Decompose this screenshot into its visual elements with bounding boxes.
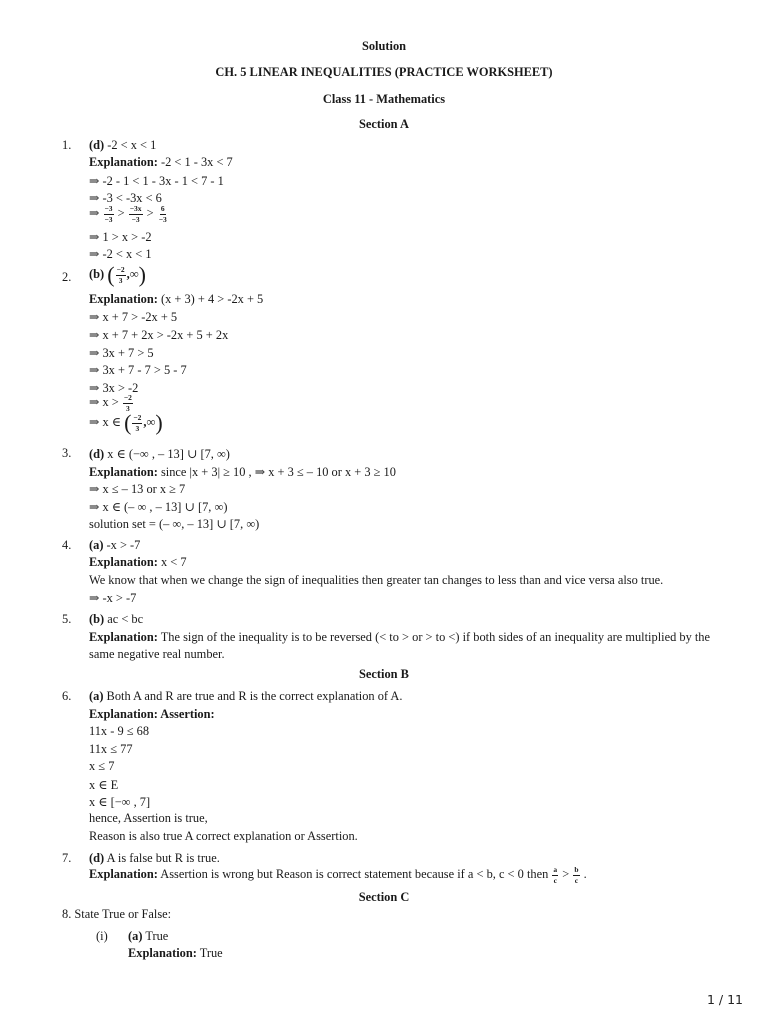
step-line: 11x - 9 ≤ 68 — [89, 724, 150, 738]
section-c-heading: Section C — [358, 890, 410, 904]
sub-question-number: (i) — [96, 929, 108, 943]
answer-line: (b) ( $\frac{-2}{3}$ ,∞) — [89, 262, 146, 287]
question-title: 8. State True or False: — [62, 907, 172, 921]
fraction-step-line: ⇒ x > $\frac{-2}{3}$ — [89, 393, 132, 413]
step-line: ⇒ 3x > -2 — [89, 381, 139, 395]
step-line: x ∈ E — [89, 778, 119, 792]
page-indicator: 1 / 11 — [706, 992, 743, 1007]
fraction-step-line: ⇒ x ∈ ( $\frac{-2}{3}$ ,∞) — [89, 410, 163, 435]
answer-line: (d) A is false but R is true. — [89, 851, 220, 865]
step-line: ⇒ 3x + 7 - 7 > 5 - 7 — [89, 363, 187, 377]
step-line: 11x ≤ 77 — [89, 742, 133, 756]
fraction: $\frac{a}{c}$ — [553, 865, 558, 885]
fraction: $\frac{-2}{3}$ — [133, 413, 142, 433]
question-number: 6. — [62, 689, 72, 703]
answer-line: (d) x ∈ (−∞ , – 13] ∪ [7, ∞) — [89, 447, 230, 461]
class-subtitle: Class 11 - Mathematics — [322, 92, 446, 106]
solution-heading: Solution — [361, 39, 407, 53]
step-line: same negative real number. — [89, 647, 225, 661]
question-number: 7. — [62, 851, 72, 865]
answer-line: (a) -x > -7 — [89, 538, 141, 552]
step-line: ⇒ x + 7 > -2x + 5 — [89, 310, 178, 324]
step-line: ⇒ 3x + 7 > 5 — [89, 346, 154, 360]
step-line: ⇒ -x > -7 — [89, 591, 137, 605]
explanation-line: Explanation: since |x + 3| ≥ 10 , ⇒ x + 3 ≤ – 10 or x + 3 ≥ 10 — [89, 465, 396, 479]
fraction: $\frac{b}{c}$ — [574, 865, 579, 885]
answer-line: (b) ac < bc — [89, 612, 144, 626]
step-line: ⇒ x ≤ – 13 or x ≥ 7 — [89, 482, 186, 496]
question-number: 2. — [62, 270, 72, 284]
step-line: x ∈ [−∞ , 7] — [89, 795, 151, 809]
worksheet-title: CH. 5 LINEAR INEQUALITIES (PRACTICE WORKSHEET) — [215, 65, 553, 79]
explanation-line: Explanation: -2 < 1 - 3x < 7 — [89, 155, 233, 169]
fraction: $\frac{-2}{3}$ — [116, 265, 125, 285]
step-line: ⇒ 1 > x > -2 — [89, 230, 152, 244]
question-number: 4. — [62, 538, 72, 552]
fraction: $\frac{-2}{3}$ — [123, 393, 132, 413]
explanation-line: Explanation: Assertion is wrong but Reason is correct statement because if a < b, c < 0 then $\frac{a}{c}$ > $\frac{b}{c}$ . — [89, 865, 587, 885]
step-line: x ≤ 7 — [89, 759, 115, 773]
fraction: $\frac{-3x}{-3}$ — [129, 204, 142, 224]
section-a-heading: Section A — [359, 117, 409, 131]
step-line: We know that when we change the sign of inequalities then greater tan changes to less than and vice versa also true. — [89, 573, 664, 587]
step-line: solution set = (– ∞, – 13] ∪ [7, ∞) — [89, 517, 260, 531]
fraction-step-line: ⇒ $\frac{-3}{-3}$ > $\frac{-3x}{-3}$ > $\frac{6}{-3}$ — [89, 204, 167, 224]
step-line: Reason is also true A correct explanation or Assertion. — [89, 829, 358, 843]
step-line: ⇒ x + 7 + 2x > -2x + 5 + 2x — [89, 328, 229, 342]
step-line: ⇒ -2 - 1 < 1 - 3x - 1 < 7 - 1 — [89, 174, 224, 188]
explanation-line: Explanation: (x + 3) + 4 > -2x + 5 — [89, 292, 264, 306]
question-number: 5. — [62, 612, 72, 626]
explanation-line: Explanation: x < 7 — [89, 555, 187, 569]
question-number: 3. — [62, 446, 72, 460]
step-line: hence, Assertion is true, — [89, 811, 208, 825]
step-line: ⇒ x ∈ (– ∞ , – 13] ∪ [7, ∞) — [89, 500, 228, 514]
step-line: ⇒ -3 < -3x < 6 — [89, 191, 162, 205]
answer-line: (a) Both A and R are true and R is the correct explanation of A. — [89, 689, 403, 703]
explanation-line: Explanation: True — [128, 946, 223, 960]
step-line: ⇒ -2 < x < 1 — [89, 247, 152, 261]
question-number: 1. — [62, 138, 72, 152]
fraction: $\frac{-3}{-3}$ — [104, 204, 113, 224]
explanation-line: Explanation: Assertion: — [89, 707, 215, 721]
answer-line: (a) True — [128, 929, 169, 943]
answer-line: (d) -2 < x < 1 — [89, 138, 157, 152]
explanation-line: Explanation: The sign of the inequality is to be reversed (< to > or > to <) if both sides of an inequality are multiplied by the — [89, 630, 710, 644]
section-b-heading: Section B — [359, 667, 409, 681]
fraction: $\frac{6}{-3}$ — [158, 204, 167, 224]
